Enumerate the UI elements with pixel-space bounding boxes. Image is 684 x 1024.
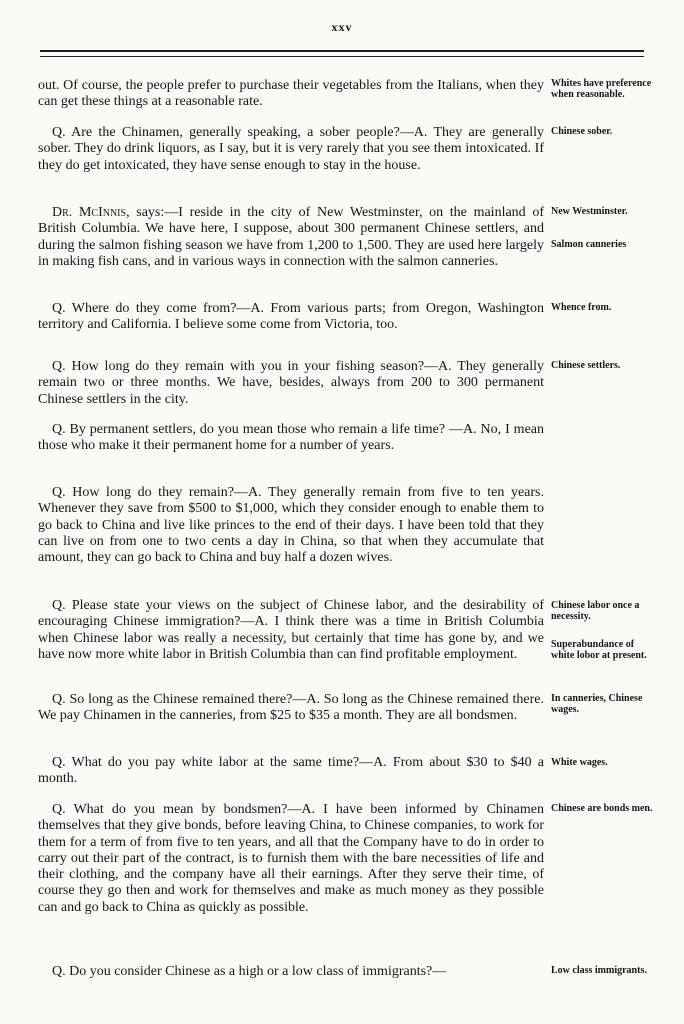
- page-number: xxv: [331, 20, 353, 34]
- paragraph-origin: Q. Where do they come from?—A. From various parts; from Oregon, Washington territory and California. I believe some come from Victoria, too.: [38, 301, 544, 333]
- margin-note: Chinese labor once a necessity.: [551, 600, 640, 622]
- margin-note: White wages.: [551, 757, 608, 768]
- paragraph-cannery-wages: Q. So long as the Chinese remained there?—A. So long as the Chinese remained there. We pay Chinamen in the canneries, from $25 to $35 a month. They are all bondsmen.: [38, 692, 544, 724]
- paragraph-duration: Q. How long do they remain?—A. They generally remain from five to ten years. Whenever they save from $500 to $1,000, which they consider enough to enable them to go back to China and live like princes to the end of their days. I have been told that they can live on from one to two cents a day in China, so that when they accumulate that amount, they can go back to China and buy half a dozen wives.: [38, 485, 544, 566]
- paragraph-sobriety: Q. Are the Chinamen, generally speaking, a sober people?—A. They are generally sober. They do drink liquors, as I say, but it is very rarely that you see them intoxicated. If they do get intoxicated, they have sense enough to stay in the house.: [38, 125, 544, 173]
- margin-note: Chinese are bonds men.: [551, 803, 653, 814]
- paragraph-permanent-settlers: Q. By permanent settlers, do you mean those who remain a life time? —A. No, I mean those who make it their permanent home for a number of years.: [38, 422, 544, 454]
- paragraph-mcinnis-statement: [38, 205, 544, 270]
- header-rule-thin: [40, 56, 644, 57]
- paragraph-white-wages: Q. What do you pay white labor at the same time?—A. From about $30 to $40 a month.: [38, 755, 544, 787]
- paragraph-fishing-season: Q. How long do they remain with you in your fishing season?—A. They generally remain two or three months. We have, besides, always from 200 to 300 permanent Chinese settlers in the city.: [38, 359, 544, 407]
- margin-note: New Westminster.: [551, 206, 628, 217]
- paragraph-immigrant-class: Q. Do you consider Chinese as a high or a low class of immigrants?—: [52, 964, 447, 979]
- margin-note: Superabundance of white lobor at present.: [551, 639, 647, 661]
- paragraph-continuation: out. Of course, the people prefer to purchase their vegetables from the Italians, when they can get these things at a reasonable rate.: [38, 78, 544, 110]
- margin-note: Whence from.: [551, 302, 612, 313]
- margin-note: Salmon canneries: [551, 239, 627, 250]
- margin-note: Whites have preference when reasonable.: [551, 78, 652, 100]
- margin-note: Low class immigrants.: [551, 965, 647, 976]
- header-rule-thick: [40, 50, 644, 52]
- margin-note: In canneries, Chinese wages.: [551, 693, 643, 715]
- paragraph-bondsmen: Q. What do you mean by bondsmen?—A. I have been informed by Chinamen themselves that they give bonds, before leaving China, to Chinese companies, to work for them for a term of from five to ten years, and all that the Company have to do in order to carry out their part of the contract, is to furnish them with the bare necessities of life and their clothing, and the company have all their earnings. After they serve their time, of course they go then and work for themselves and make as much money as they possible can and go back to China as quickly as possible.: [38, 802, 544, 915]
- margin-note: Chinese sober.: [551, 126, 613, 137]
- speaker-name: Dr. McInnis,: [52, 205, 130, 220]
- statement-text: says:—I reside in the city of New Westminster, on the mainland of British Columbia. We have here, I suppose, about 300 permanent Chinese settlers, and during the salmon fishing season we have from 1,200 to 1,500. They are used here largely in making fish cans, and in various ways in connection with the salmon canneries.: [38, 205, 544, 269]
- paragraph-labor-views: Q. Please state your views on the subject of Chinese labor, and the desirability of encouraging Chinese immigration?—A. I think there was a time in British Columbia when Chinese labor was really a necessity, but certainly that time has gone by, and we have now more white labor in British Columbia than can find profitable employment.: [38, 598, 544, 662]
- margin-note: Chinese settlers.: [551, 360, 621, 371]
